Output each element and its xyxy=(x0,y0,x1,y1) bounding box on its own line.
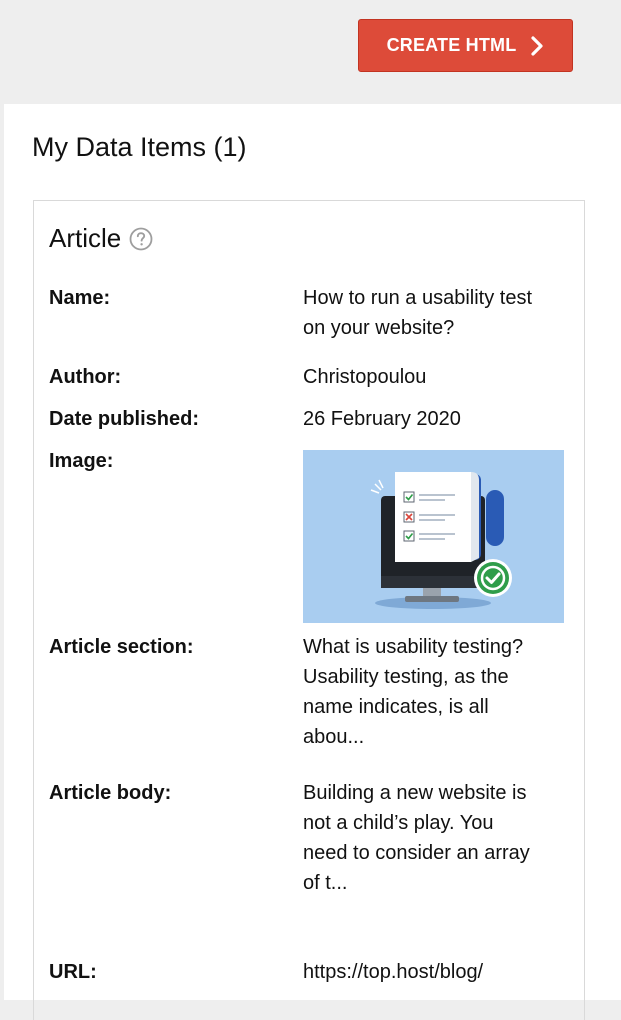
field-label-date: Date published: xyxy=(49,408,200,430)
field-value-name: How to run a usability test on your website? xyxy=(303,287,532,339)
field-value-url[interactable]: https://top.host/blog/ xyxy=(303,961,484,983)
field-label-body: Article body: xyxy=(49,782,172,804)
create-html-button[interactable] xyxy=(358,19,573,72)
panel-title: My Data Items (1) xyxy=(32,132,247,162)
field-label-name: Name: xyxy=(49,287,111,309)
field-label-url: URL: xyxy=(49,961,97,983)
article-card xyxy=(33,200,585,1020)
data-items-panel xyxy=(4,104,621,1000)
top-toolbar xyxy=(0,0,621,104)
card-type-label: Article xyxy=(49,223,122,253)
create-html-label: CREATE HTML xyxy=(386,35,517,55)
usability-checklist-illustration xyxy=(303,450,564,623)
field-value-author: Christopoulou xyxy=(303,366,427,388)
field-label-image: Image: xyxy=(49,450,114,472)
card-title xyxy=(49,223,153,254)
field-value-date: 26 February 2020 xyxy=(303,408,461,430)
field-value-body: Building a new website is not a child’s play. You need to consider an array of t... xyxy=(303,782,530,894)
article-image[interactable] xyxy=(303,450,564,623)
field-label-author: Author: xyxy=(49,366,122,388)
chevron-right-icon xyxy=(530,36,544,56)
field-label-section: Article section: xyxy=(49,636,194,658)
question-circle-icon[interactable] xyxy=(129,227,153,251)
field-value-section: What is usability testing? Usability testing, as the name indicates, is all abou... xyxy=(303,636,524,748)
